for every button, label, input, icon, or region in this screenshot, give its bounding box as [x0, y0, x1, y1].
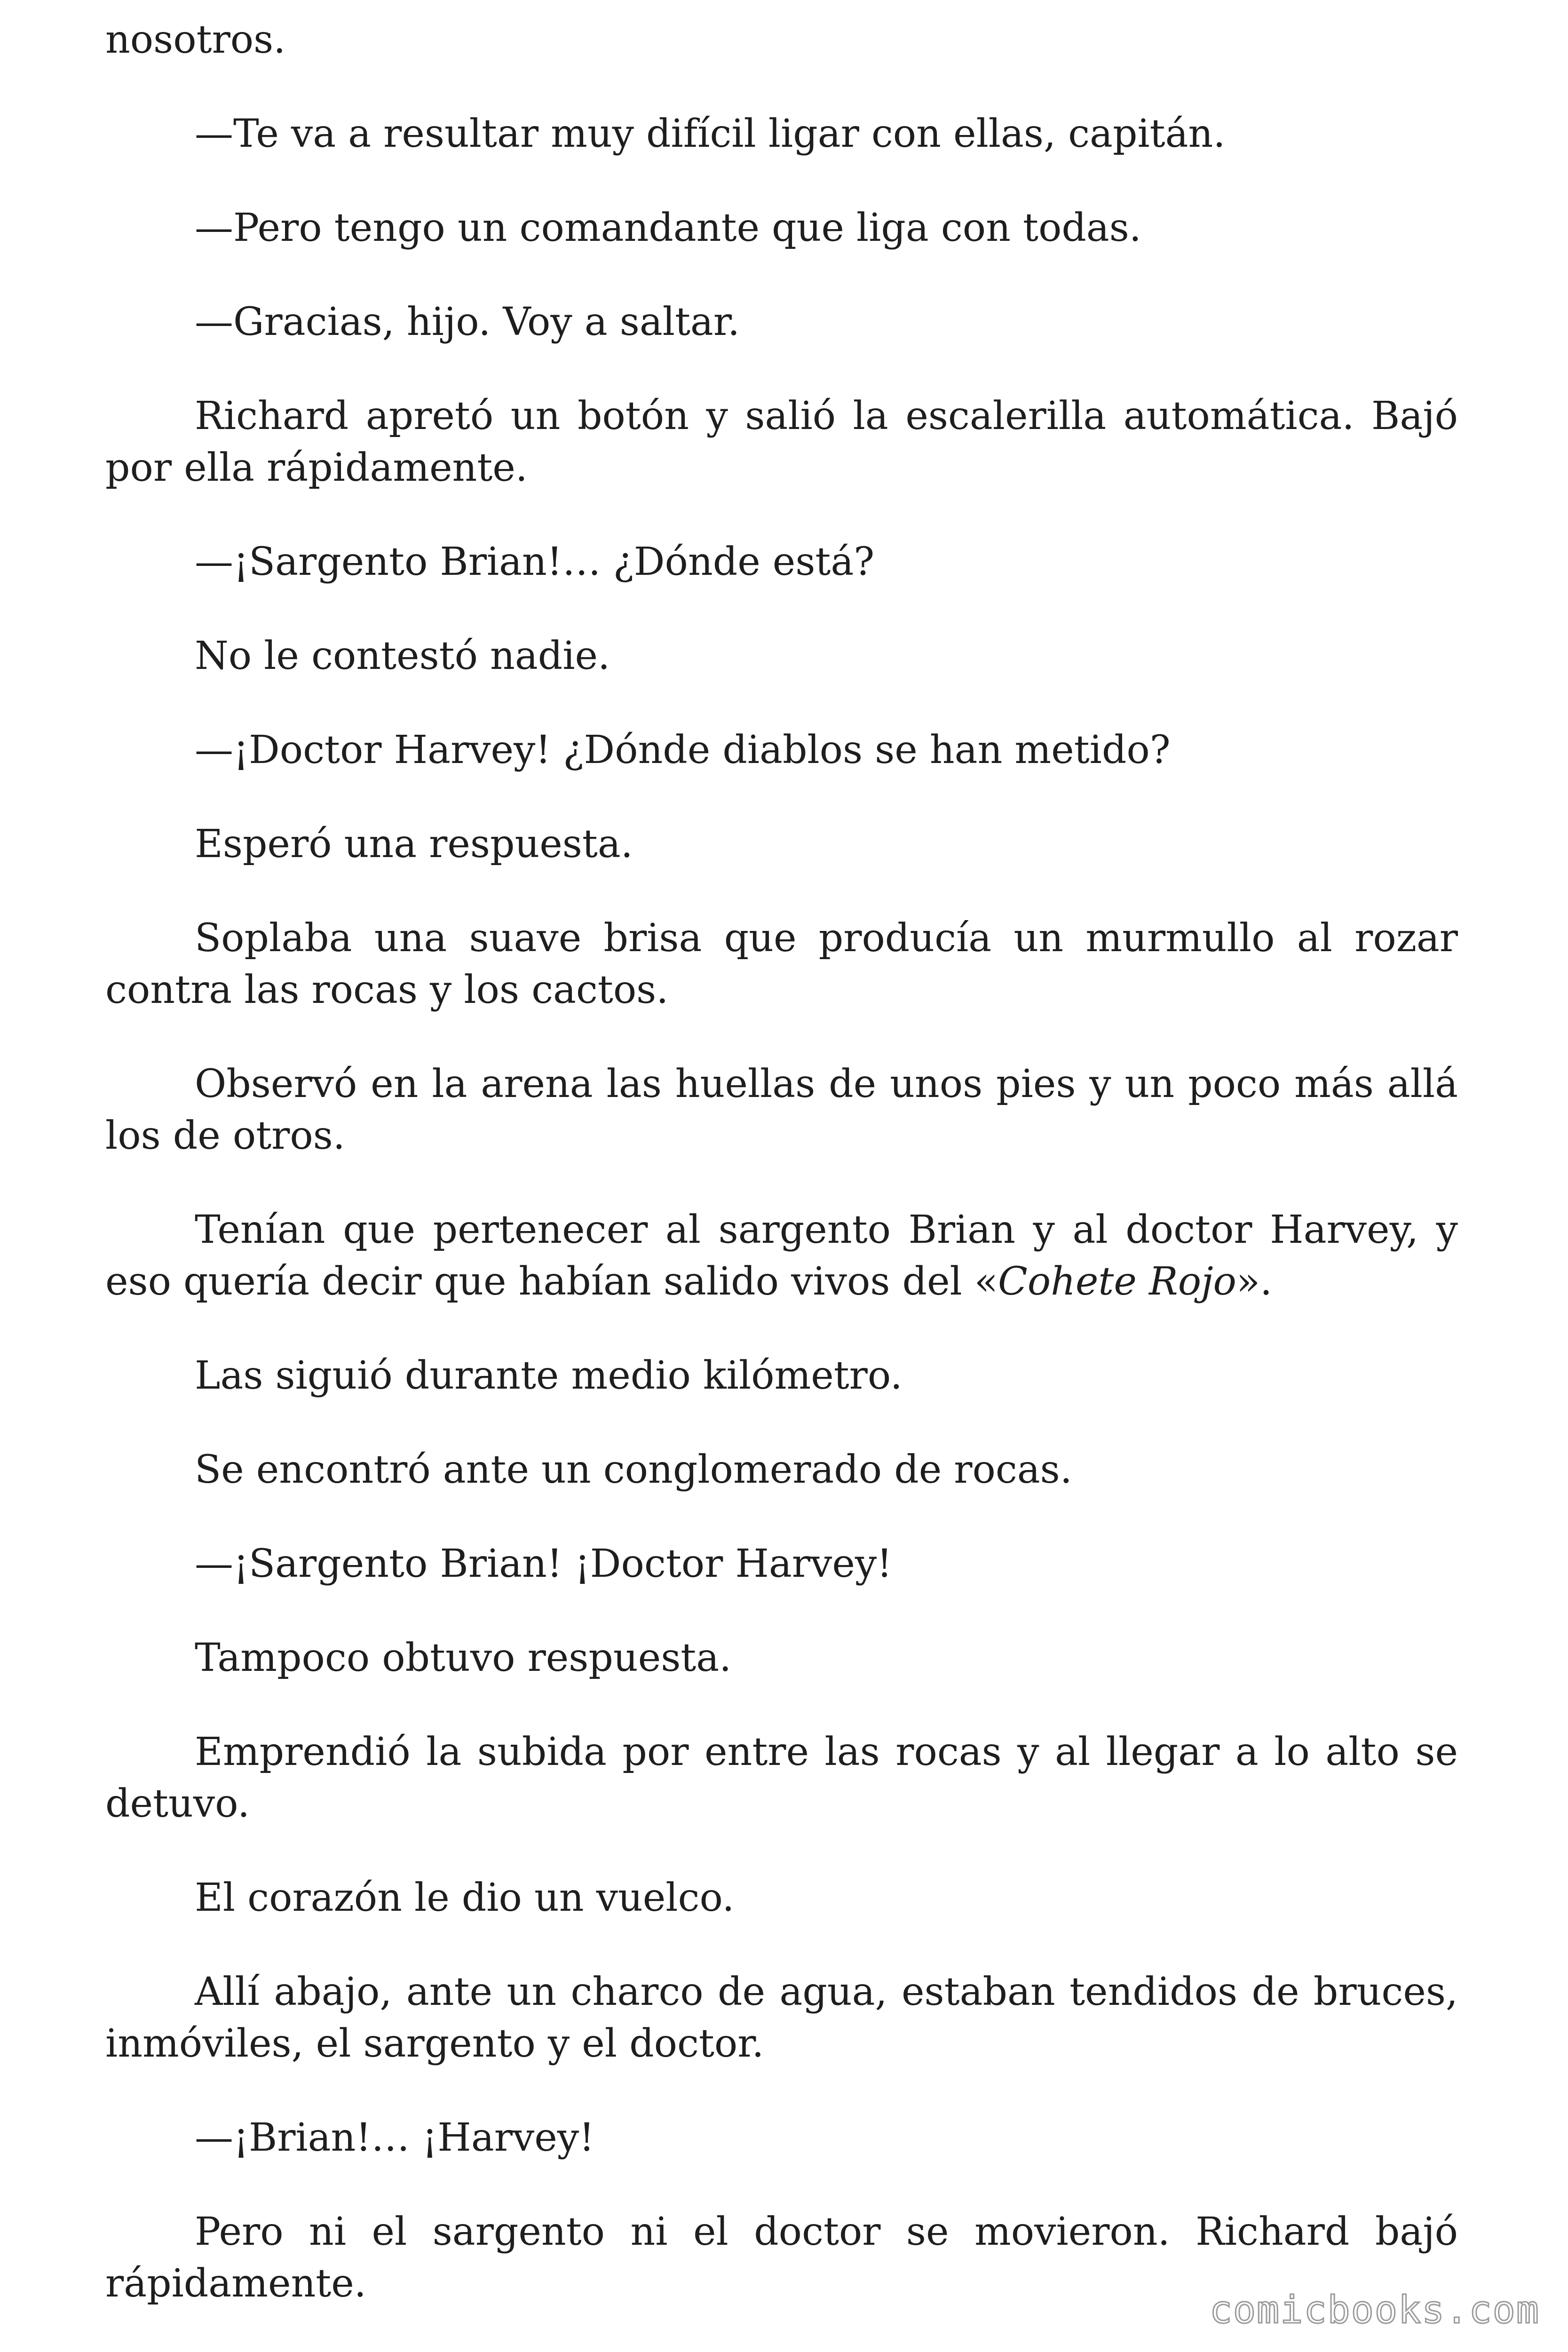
paragraph-4: —Gracias, hijo. Voy a saltar.	[195, 300, 740, 344]
paragraph-17: Emprendió la subida por entre las rocas y al llegar a lo alto se detuvo.	[105, 1730, 1458, 1826]
paragraph-14: Se encontró ante un conglomerado de rocas.	[195, 1447, 1072, 1492]
paragraph-1: nosotros.	[105, 17, 286, 62]
paragraph-16: Tampoco obtuvo respuesta.	[195, 1636, 732, 1680]
paragraph-7: No le contestó nadie.	[195, 634, 610, 678]
paragraph-11: Observó en la arena las huellas de unos pies y un poco más allá los de otros.	[105, 1062, 1458, 1158]
paragraph-8: —¡Doctor Harvey! ¿Dónde diablos se han metido?	[195, 728, 1171, 772]
paragraph-19: Allí abajo, ante un charco de agua, estaban tendidos de bruces, inmóviles, el sargento y el doctor.	[105, 1970, 1458, 2066]
paragraph-13: Las siguió durante medio kilómetro.	[195, 1353, 903, 1398]
paragraph-9: Esperó una respuesta.	[195, 822, 633, 866]
paragraph-12-end: ».	[1236, 1259, 1273, 1304]
paragraph-6: —¡Sargento Brian!… ¿Dónde está?	[195, 540, 875, 584]
watermark-text: comicbooks.com	[1209, 2288, 1540, 2332]
paragraph-20: —¡Brian!… ¡Harvey!	[195, 2115, 595, 2160]
paragraph-5: Richard apretó un botón y salió la escalerilla automática. Bajó por ella rápidamente.	[105, 394, 1458, 490]
paragraph-15: —¡Sargento Brian! ¡Doctor Harvey!	[195, 1542, 893, 1586]
paragraph-12	[105, 1204, 1458, 1308]
paragraph-3: —Pero tengo un comandante que liga con todas.	[195, 206, 1141, 250]
paragraph-10: Soplaba una suave brisa que producía un murmullo al rozar contra las rocas y los cactos.	[105, 916, 1458, 1012]
paragraph-18: El corazón le dio un vuelco.	[195, 1875, 735, 1920]
paragraph-2: —Te va a resultar muy difícil ligar con ellas, capitán.	[195, 111, 1226, 156]
paragraph-12-text: Tenían que pertenecer al sargento Brian y al doctor Harvey, y eso quería decir que habían salido vivos del «	[105, 1208, 1458, 1304]
paragraph-21: Pero ni el sargento ni el doctor se movieron. Richard bajó rápidamente.	[105, 2209, 1458, 2306]
italic-title: Cohete Rojo	[998, 1259, 1236, 1304]
